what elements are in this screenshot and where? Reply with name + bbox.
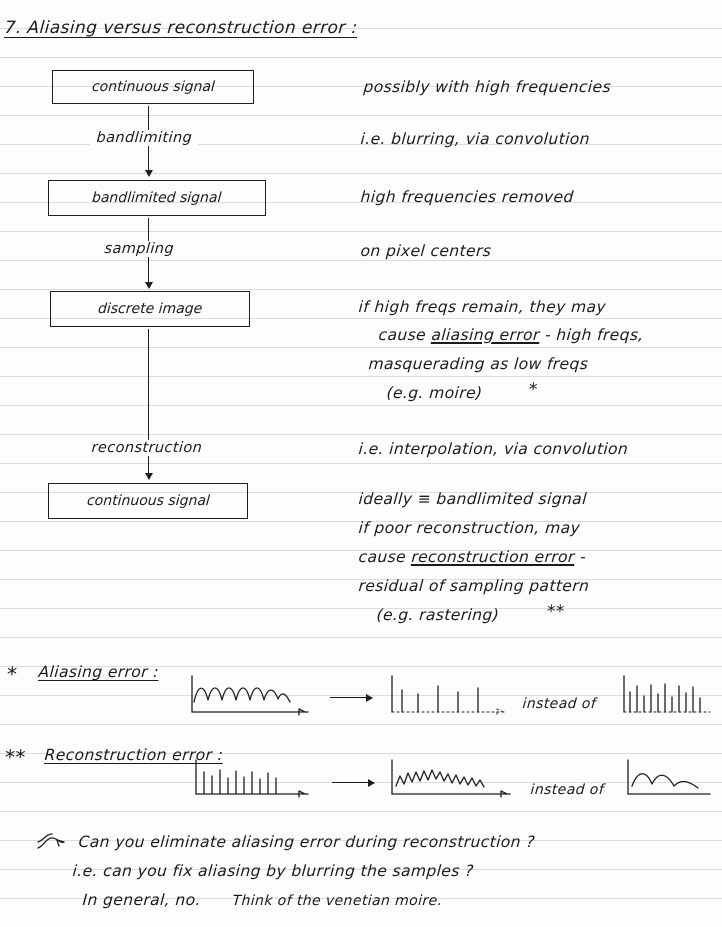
note-reconstruction-line4: (e.g. rastering) [376,606,500,624]
question-line-1: Can you eliminate aliasing error during reconstruction ? [78,833,536,851]
footnote-2-heading: Reconstruction error : [44,746,224,764]
pipeline-node-continuous-signal-1 [52,70,254,104]
pipeline-node-discrete-image [50,291,250,327]
footnote-1-signal-dense [620,672,714,718]
pipeline-node-bandlimited-signal [48,180,266,216]
note-reconstruction: i.e. interpolation, via convolution [358,440,629,458]
reconstruction-emphasis: reconstruction error [410,548,576,566]
footnote-1-marker: * [6,662,19,686]
footnote-2-instead-of-label: instead of [530,782,605,798]
question-line-3b: Think of the venetian moire. [232,893,444,909]
footnote-1-signal-sampled [388,672,518,718]
note-continuous-signal-2: ideally ≡ bandlimited signal [358,490,588,508]
note-reconstruction-line3: residual of sampling pattern [358,577,590,595]
aliasing-line1-prefix: cause [378,326,433,344]
pipeline-node-label: continuous signal [86,493,210,509]
aliasing-line1-suffix: - high freqs, [539,326,645,344]
question-line-2: i.e. can you fix aliasing by blurring the samples ? [72,862,475,880]
footnote-1-maps-to-arrow [330,697,372,698]
note-aliasing-marker: * [528,380,539,400]
footnote-2-signal-smooth [624,758,716,802]
pipeline-node-label: bandlimited signal [91,190,223,206]
pipeline-node-label: continuous signal [91,79,215,95]
footnote-2-signal-rippled [388,758,522,802]
reconstruction-line2-prefix: cause [358,548,413,566]
note-reconstruction-line2 [358,548,587,566]
note-sampling: on pixel centers [360,242,492,260]
footnote-2-maps-to-arrow [332,782,374,783]
aliasing-emphasis: aliasing error [430,326,541,344]
pipeline-node-label: discrete image [97,301,203,317]
note-bandlimited-signal: high frequencies removed [360,188,575,206]
note-aliasing-error [378,326,644,344]
footnote-1-instead-of-label: instead of [522,696,597,712]
note-aliasing-line2: masquerading as low freqs [368,355,589,373]
transition-label-sampling: sampling [98,241,181,257]
note-reconstruction-marker: ** [546,602,566,622]
footnote-2-marker: ** [4,745,27,769]
footnote-2-signal-samples [192,758,316,802]
note-aliasing-line3: (e.g. moire) [386,384,484,402]
note-bandlimiting: i.e. blurring, via convolution [360,130,591,148]
note-discrete-image: if high freqs remain, they may [358,298,607,316]
transition-label-reconstruction: reconstruction [85,440,209,456]
footnote-1-signal-continuous [186,672,316,718]
footnote-1-heading: Aliasing error : [38,663,160,681]
page-title: 7. Aliasing versus reconstruction error : [4,18,359,38]
note-reconstruction-line1: if poor reconstruction, may [358,519,581,537]
reconstruction-line2-suffix: - [574,548,587,566]
arrow-reconstruction [148,329,149,479]
transition-label-bandlimiting: bandlimiting [90,130,199,146]
squiggle-arrow-icon [36,832,66,852]
pipeline-node-continuous-signal-2 [48,483,248,519]
question-line-3a: In general, no. [82,891,202,909]
note-continuous-signal-1: possibly with high frequencies [363,78,612,96]
